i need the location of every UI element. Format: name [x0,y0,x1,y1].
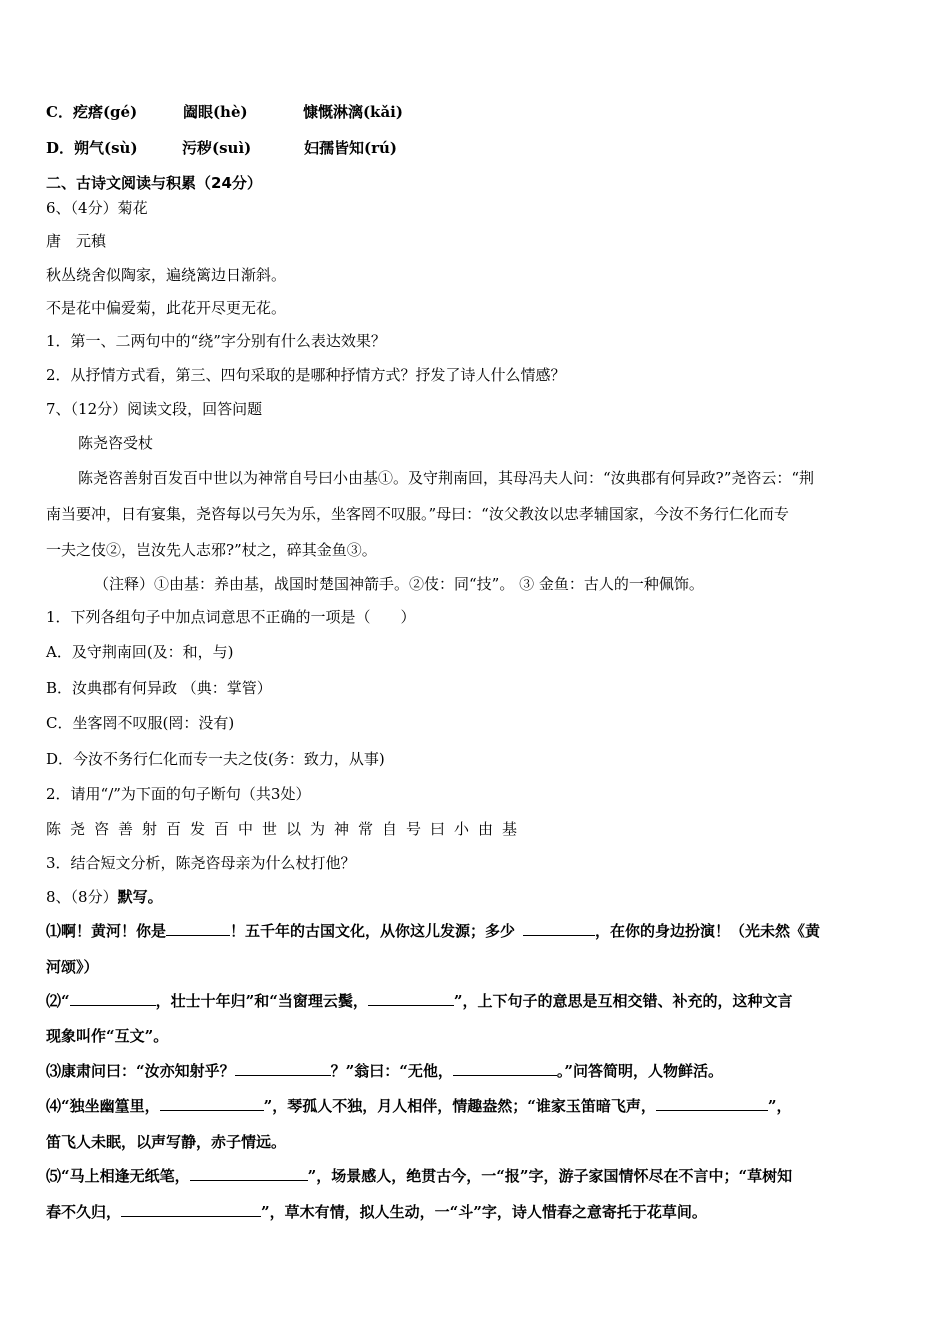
q7-passage-line-1: 陈尧咨善射百发百中世以为神常自号曰小由基①。及守荆南回，其母冯夫人问：“汝典郡有何异政?”尧咨云：“荆 [78,469,815,487]
q7-sub-question-1: 1．下列各组句子中加点词意思不正确的一项是（ ） [46,608,416,626]
q6-header: 6、（4分）菊花 [46,199,148,217]
q7-option-d: D．今汝不务行仁化而专一夫之伎(务：致力，从事) [46,750,385,768]
option-c: C．疙瘩(gé) 阖眼(hè) 慷慨淋漓(kǎi) [46,103,403,121]
section-2-title: 二、古诗文阅读与积累（24分） [46,174,262,192]
fill-blank[interactable] [160,1110,264,1111]
q6-sub-question-2: 2．从抒情方式看，第三、四句采取的是哪种抒情方式？抒发了诗人什么情感？ [46,366,566,384]
q7-sub-question-3: 3．结合短文分析，陈尧咨母亲为什么杖打他？ [46,854,356,872]
fill-blank[interactable] [121,1216,261,1217]
q7-passage-line-3: 一夫之伎②，岂汝先人志邪?”杖之，碎其金鱼③。 [46,541,377,559]
option-d: D．朔气(sù) 污秽(suì) 妇孺皆知(rú) [46,139,398,157]
fill-blank[interactable] [235,1075,331,1076]
q7-passage-line-2: 南当要冲，日有宴集，尧咨每以弓矢为乐，坐客罔不叹服。”母曰：“汝父教汝以忠孝辅国家，今汝不务行仁化而专 [46,505,789,523]
q7-sub-question-2: 2．请用“/”为下面的句子断句（共3处） [46,785,311,803]
q8-item-5-cont: 春不久归， ”，草木有情，拟人生动，一“斗”字，诗人惜春之意寄托于花草间。 [46,1203,707,1221]
fill-blank[interactable] [190,1180,308,1181]
q6-author: 唐 元稹 [46,232,107,250]
fill-blank[interactable] [166,935,230,936]
q8-item-5: ⑸“马上相逢无纸笔， ”，场景感人，绝贯古今，一“报”字，游子家国情怀尽在不言中；“草树知 [46,1167,793,1185]
option-c-word-2: 阖眼(hè) [182,103,248,121]
q7-notes: （注释）①由基：养由基，战国时楚国神箭手。②伎：同“技”。 ③ 金鱼：古人的一种佩饰。 [94,575,704,593]
q6-poem-line-1: 秋丛绕舍似陶家，遍绕篱边日渐斜。 [46,266,287,284]
option-c-word-1: 疙瘩(gé) [72,103,138,121]
q8-item-1: ⑴啊！黄河！你是 ！五千年的古国文化，从你这儿发源；多少 ，在你的身边扮演！（光未然《黄 [46,922,821,940]
q6-poem-line-2: 不是花中偏爱菊，此花开尽更无花。 [46,299,287,317]
fill-blank[interactable] [70,1005,156,1006]
q8-item-4-cont: 笛飞人未眠，以声写静，赤子情远。 [46,1133,287,1151]
fill-blank[interactable] [523,935,595,936]
q8-header: 8、（8分）默写。 [46,888,163,906]
q7-passage-title: 陈尧咨受杖 [78,434,154,452]
q7-option-c: C．坐客罔不叹服(罔：没有) [46,714,235,732]
option-d-word-3: 妇孺皆知(rú) [304,139,398,157]
fill-blank[interactable] [368,1005,454,1006]
q8-item-4: ⑷“独坐幽篁里， ”，琴孤人不独，月人相伴，情趣盎然；“谁家玉笛暗飞声， ”， [46,1097,792,1115]
q7-option-b: B．汝典郡有何异政 （典：掌管） [46,679,272,697]
q7-sentence-to-punctuate: 陈尧咨善射百发百中世以为神常自号曰小由基 [46,820,527,838]
q8-item-2-cont: 现象叫作“互文”。 [46,1027,169,1045]
q8-item-2: ⑵“ ，壮士十年归”和“当窗理云鬓， ”，上下句子的意思是互相交错、补充的，这种文言 [46,992,793,1010]
option-d-word-1: 朔气(sù) [74,139,138,157]
q7-option-a: A．及守荆南回(及：和，与) [46,643,234,661]
q8-item-3: ⑶康肃问曰：“汝亦知射乎？ ？”翁曰：“无他， 。”问答简明，人物鲜活。 [46,1062,724,1080]
fill-blank[interactable] [453,1075,557,1076]
q6-sub-question-1: 1．第一、二两句中的“绕”字分别有什么表达效果？ [46,332,386,350]
option-d-word-2: 污秽(suì) [182,139,252,157]
fill-blank[interactable] [656,1110,768,1111]
q8-item-1-cont: 河颂》） [46,958,99,976]
q7-header: 7、（12分）阅读文段，回答问题 [46,400,263,418]
option-c-word-3: 慷慨淋漓(kǎi) [302,103,403,121]
